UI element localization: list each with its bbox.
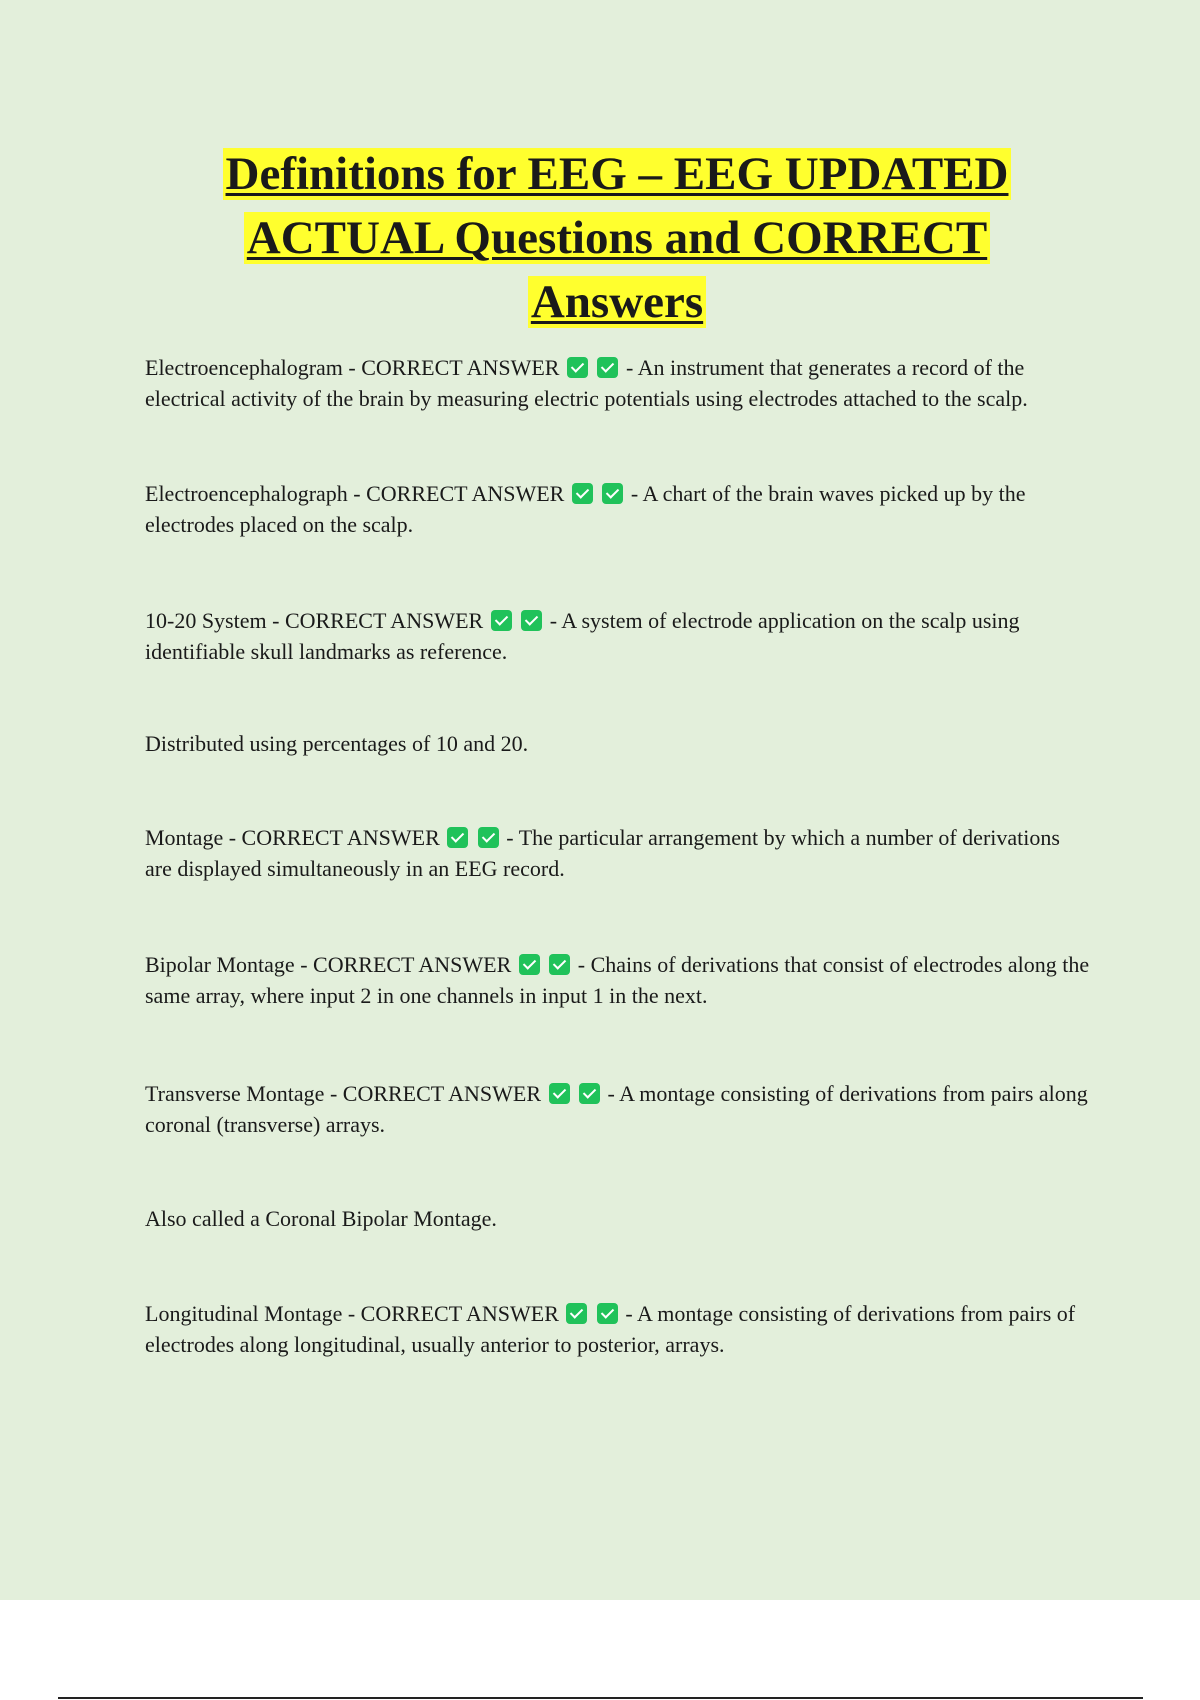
entry-marker: - CORRECT ANSWER [294, 952, 512, 977]
title-line-3: Answers [528, 276, 706, 328]
check-box-icon [566, 1303, 587, 1324]
entry-term: Electroencephalogram [145, 355, 343, 380]
definition-entry [145, 352, 1090, 414]
definition-entry [145, 1078, 1090, 1140]
entry-definition: - A chart of the brain waves picked up by the electrodes placed on the scalp. [145, 481, 1026, 537]
entry-marker: - CORRECT ANSWER [324, 1081, 541, 1106]
entry-definition: - The particular arrangement by which a number of derivations are displayed simultaneously in an EEG record. [145, 825, 1060, 881]
entry-definition: - Chains of derivations that consist of electrodes along the same array, where input 2 in one channels in input 1 in the next. [145, 952, 1090, 1008]
definition-entry [145, 949, 1090, 1011]
entry-marker: - CORRECT ANSWER [342, 355, 560, 380]
title-line-2: ACTUAL Questions and CORRECT [244, 212, 990, 264]
definition-entry [145, 1298, 1090, 1360]
check-box-icon [478, 827, 499, 848]
check-box-icon [597, 1303, 618, 1324]
definition-entry [145, 822, 1090, 884]
check-box-icon [549, 1083, 570, 1104]
document-title [150, 142, 1084, 334]
entry-term: Transverse Montage [145, 1081, 325, 1106]
entry-term: 10-20 System [145, 608, 267, 633]
check-box-icon [597, 357, 618, 378]
definition-note [145, 1203, 1090, 1234]
note-text: Also called a Coronal Bipolar Montage. [145, 1206, 497, 1231]
entry-definition: - A montage consisting of derivations from pairs along coronal (transverse) arrays. [145, 1081, 1088, 1137]
check-box-icon [567, 357, 588, 378]
entry-marker: - CORRECT ANSWER [266, 608, 484, 633]
footer-divider [58, 1697, 1143, 1699]
check-box-icon [549, 954, 570, 975]
definition-entry [145, 605, 1090, 667]
definitions-list [145, 352, 1090, 1360]
entry-marker: - CORRECT ANSWER [342, 1301, 559, 1326]
entry-term: Longitudinal Montage [145, 1301, 343, 1326]
entry-marker: - CORRECT ANSWER [347, 481, 565, 506]
check-box-icon [572, 483, 593, 504]
entry-definition: - A montage consisting of derivations from pairs of electrodes along longitudinal, usually anterior to posterior, arrays. [145, 1301, 1076, 1357]
check-box-icon [491, 610, 512, 631]
entry-marker: - CORRECT ANSWER [223, 825, 440, 850]
check-box-icon [519, 954, 540, 975]
entry-definition: - An instrument that generates a record of the electrical activity of the brain by measuring electric potentials using electrodes attached to the scalp. [145, 355, 1028, 411]
entry-term: Montage [145, 825, 224, 850]
entry-term: Electroencephalograph [145, 481, 348, 506]
check-box-icon [602, 483, 623, 504]
entry-term: Bipolar Montage [145, 952, 295, 977]
check-box-icon [521, 610, 542, 631]
note-text: Distributed using percentages of 10 and 20. [145, 731, 529, 756]
entry-definition: - A system of electrode application on the scalp using identifiable skull landmarks as reference. [145, 608, 1020, 664]
definition-entry [145, 478, 1090, 540]
title-line-1: Definitions for EEG – EEG UPDATED [223, 148, 1012, 200]
definition-note [145, 728, 1090, 759]
check-box-icon [579, 1083, 600, 1104]
check-box-icon [447, 827, 468, 848]
